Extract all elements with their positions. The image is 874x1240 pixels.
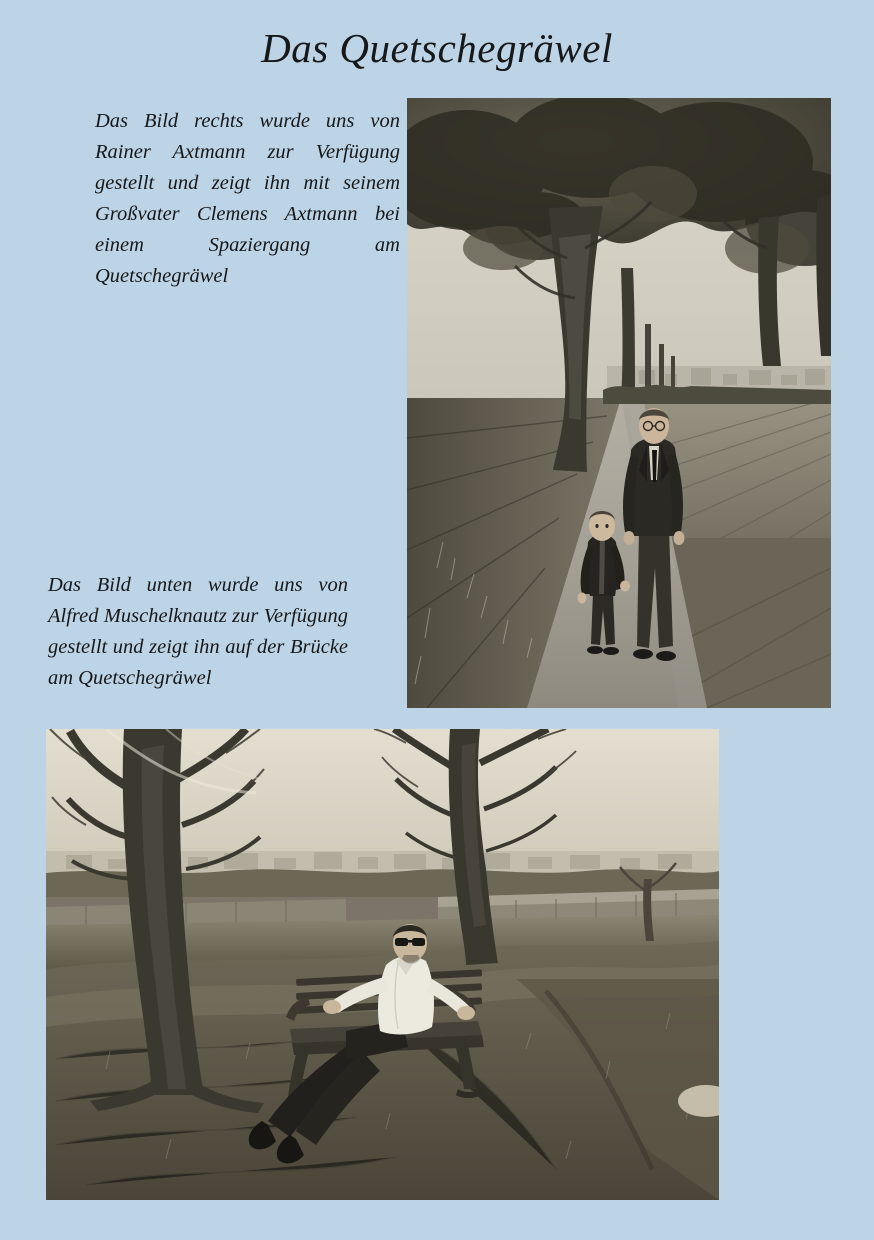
photo-man-on-bench <box>46 729 719 1200</box>
photo-bottom-artwork <box>46 729 719 1200</box>
page-title: Das Quetschegräwel <box>261 25 613 71</box>
caption-top-photo: Das Bild rechts wurde uns von Rainer Axtmann zur Verfügung gestellt und zeigt ihn mit seinem Großvater Clemens Axtmann bei einem Spaziergang am Quetschegräwel <box>95 110 400 287</box>
photo-top-artwork <box>407 98 831 708</box>
caption-bottom-photo: Das Bild unten wurde uns von Alfred Muschelknautz zur Verfügung gestellt und zeigt ihn auf der Brücke am Quetschegräwel <box>48 574 348 689</box>
photo-grandfather-and-child-on-path <box>407 98 831 708</box>
